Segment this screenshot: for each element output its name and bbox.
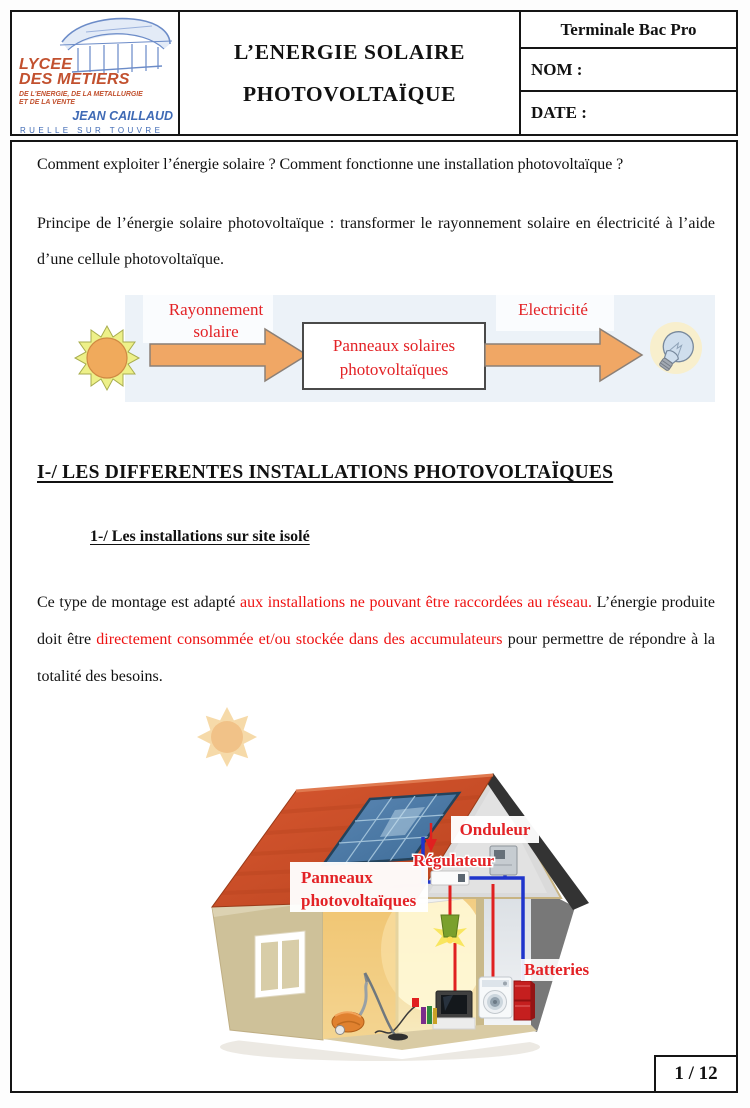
document-body-frame xyxy=(10,140,738,1093)
output-label: Electricité xyxy=(518,300,588,319)
washing-machine xyxy=(479,977,512,1018)
label-batteries: Batteries xyxy=(524,960,590,979)
solar-panels-box xyxy=(303,323,485,389)
box-label-line1: Panneaux solaires xyxy=(332,336,456,355)
paragraph-run-red: directement consommée et/ou stockée dans des accumulateurs xyxy=(96,631,503,648)
logo-tagline xyxy=(19,91,143,107)
label-regulateur: Régulateur xyxy=(413,851,495,870)
label-panels-line1: Panneaux xyxy=(301,868,373,887)
principle-paragraph: Principe de l’énergie solaire photovoltaïque : transformer le rayonnement solaire en électricité à l’aide d’une cellule photovoltaïque. xyxy=(37,215,715,268)
logo-name-line1: LYCEE xyxy=(19,56,73,73)
logo-city: RUELLE SUR TOUVRE xyxy=(20,126,164,134)
header-table xyxy=(10,10,738,136)
logo-name-line2: DES METIERS xyxy=(19,71,130,88)
house-window xyxy=(255,931,305,998)
logo-name xyxy=(19,57,130,87)
input-label-line2: solaire xyxy=(193,322,239,341)
paragraph-run: L’énergie produite doit être xyxy=(37,594,716,648)
section-heading: I-/ LES DIFFERENTES INSTALLATIONS PHOTOVOLTAÏQUES xyxy=(37,462,614,483)
document-title-line1: L’ENERGIE SOLAIRE xyxy=(233,39,466,64)
page-number-box: 1 / 12 xyxy=(654,1055,738,1093)
battery-bank xyxy=(514,981,535,1020)
power-outlet xyxy=(412,998,419,1007)
television xyxy=(433,991,475,1029)
isolated-site-paragraph xyxy=(37,584,715,695)
input-label-line1: Rayonnement xyxy=(168,300,264,319)
header-info-cells xyxy=(521,12,736,134)
box-label-line2: photovoltaïques xyxy=(339,360,449,379)
label-panels-line2: photovoltaïques xyxy=(301,891,417,910)
school-logo xyxy=(12,12,180,134)
document-title-line2: PHOTOVOLTAÏQUE xyxy=(242,81,457,106)
name-field-label: NOM : xyxy=(521,49,736,92)
solar-flow-diagram xyxy=(48,288,718,418)
media-boxes xyxy=(421,1006,437,1024)
intro-question: Comment exploiter l’énergie solaire ? Comment fonctionne une installation photovoltaïque ? xyxy=(37,156,624,173)
paragraph-run-red: aux installations ne pouvant être raccordées au réseau. xyxy=(239,594,592,611)
pale-sun-icon xyxy=(197,707,257,767)
label-onduleur: Onduleur xyxy=(459,820,531,839)
class-level: Terminale Bac Pro xyxy=(521,12,736,49)
subsection-heading: 1-/ Les installations sur site isolé xyxy=(90,528,310,545)
paragraph-run: Ce type de montage est adapté xyxy=(37,594,240,611)
logo-tagline-line1: DE L'ENERGIE, DE LA METALLURGIE xyxy=(19,91,143,98)
document-title xyxy=(180,12,521,134)
isolated-house-illustration xyxy=(165,695,590,1070)
date-field-label: DATE : xyxy=(531,103,587,122)
paragraph-run: pour permettre de répondre à la totalité des besoins. xyxy=(37,631,716,685)
logo-tagline-line2: ET DE LA VENTE xyxy=(19,99,76,106)
logo-school-name: JEAN CAILLAUD xyxy=(72,109,173,123)
